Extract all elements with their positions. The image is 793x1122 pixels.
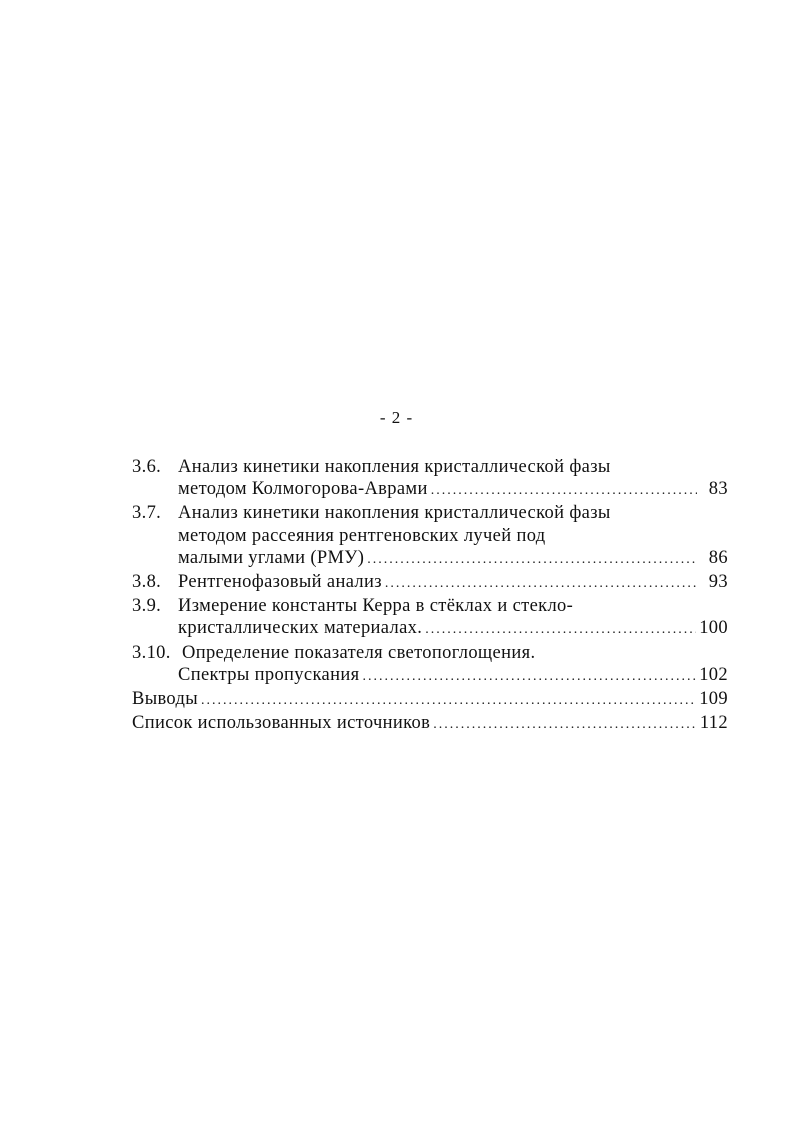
toc-entry-conclusions[interactable] (132, 688, 728, 712)
toc-leader-dots (367, 549, 697, 571)
toc-entry-number: 3.8. (132, 572, 162, 593)
toc-entry-title: Анализ кинетики накопления кристаллической фазы (178, 503, 611, 524)
toc-entry-page: 109 (699, 689, 728, 710)
toc-entry-title: Спектры пропускания (178, 664, 360, 685)
toc-entry-page: 102 (699, 664, 728, 685)
toc-entry-number: 3.7. (132, 503, 162, 524)
toc-leader-dots (385, 573, 697, 595)
toc-entry-page: 93 (708, 572, 728, 593)
toc-entry-number: 3.9. (132, 596, 162, 617)
toc-entry-title: малыми углами (РМУ) (178, 547, 365, 568)
toc-entry-3-6[interactable] (132, 456, 728, 502)
toc-leader-dots (201, 690, 696, 712)
toc-leader-dots (425, 619, 696, 641)
toc-entry-title: Выводы (132, 689, 199, 710)
table-of-contents (132, 456, 728, 736)
toc-entry-page: 83 (708, 479, 728, 500)
toc-leader-dots (433, 714, 697, 736)
toc-entry-title: методом рассеяния рентгеновских лучей под (178, 525, 546, 546)
toc-entry-title: Список использованных источников (132, 713, 431, 734)
toc-entry-number: 3.10. (132, 642, 171, 663)
toc-entry-page: 86 (708, 547, 728, 568)
toc-entry-title: методом Колмогорова-Аврами (178, 479, 428, 500)
toc-entry-page: 100 (699, 618, 728, 639)
toc-entry-title: Анализ кинетики накопления кристаллической фазы (178, 457, 611, 477)
toc-entry-references[interactable] (132, 712, 728, 736)
toc-entry-3-10[interactable] (132, 642, 728, 688)
toc-entry-3-8[interactable] (132, 571, 728, 595)
toc-entry-title: Определение показателя светопоглощения. (182, 642, 536, 663)
toc-entry-number: 3.6. (132, 457, 162, 477)
page-number: - 2 - (379, 408, 414, 427)
toc-entry-3-7[interactable] (132, 502, 728, 571)
toc-leader-dots (431, 480, 697, 502)
toc-entry-title: Рентгенофазовый анализ (178, 572, 382, 593)
toc-entry-title: кристаллических материалах. (178, 618, 423, 639)
toc-entry-3-9[interactable] (132, 595, 728, 641)
toc-entry-title: Измерение константы Керра в стёклах и стекло- (178, 596, 574, 617)
toc-leader-dots (362, 666, 696, 688)
toc-entry-page: 112 (699, 713, 728, 734)
